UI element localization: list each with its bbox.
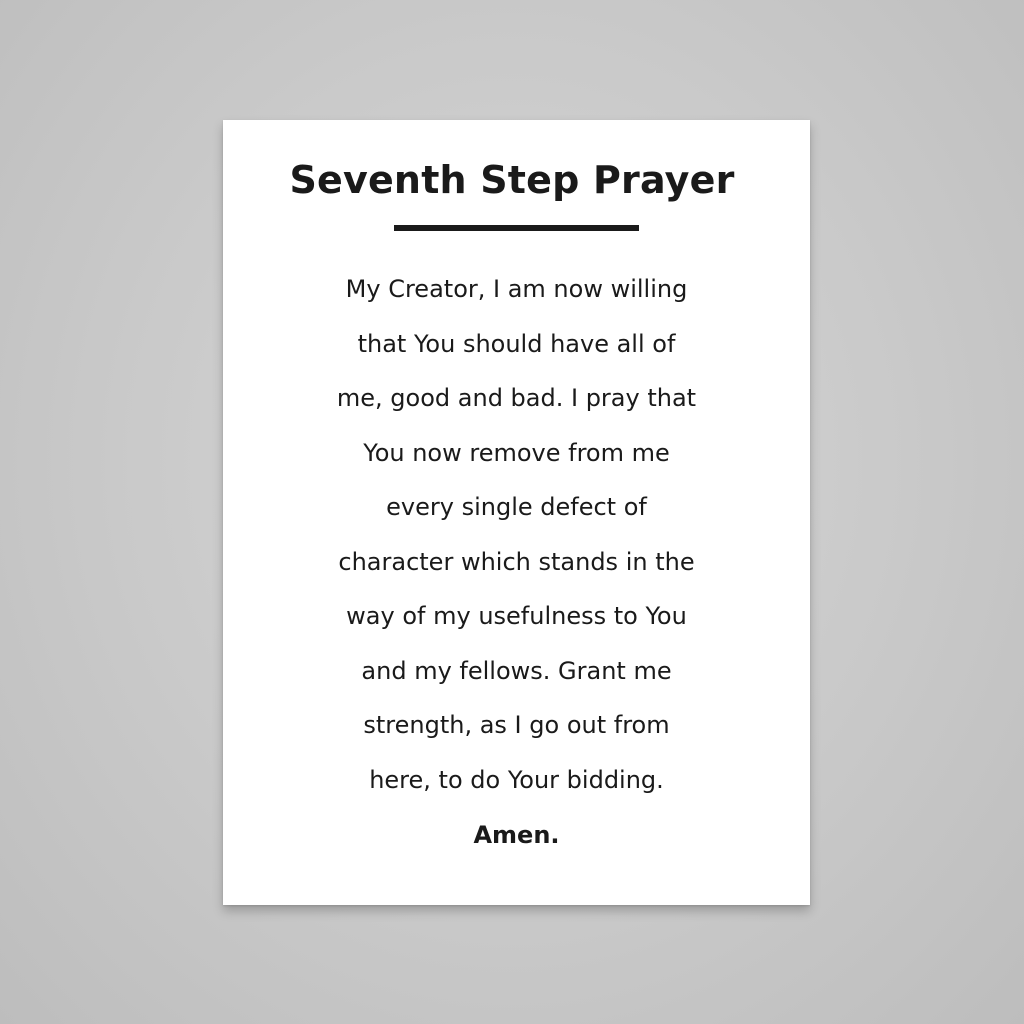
page-title: Seventh Step Prayer — [289, 158, 735, 202]
title-underline — [394, 225, 639, 231]
prayer-line: and my fellows. Grant me — [361, 656, 672, 685]
prayer-text — [223, 262, 810, 807]
prayer-line: character which stands in the — [338, 547, 695, 576]
prayer-line: You now remove from me — [363, 438, 670, 467]
prayer-line: strength, as I go out from — [363, 711, 670, 739]
prayer-line: My Creator, I am now willing — [345, 275, 688, 303]
prayer-line: every single defect of — [386, 493, 647, 521]
prayer-line: me, good and bad. I pray that — [336, 384, 697, 412]
prayer-line: way of my usefulness to You — [346, 602, 687, 630]
prayer-line: here, to do Your bidding. — [369, 765, 664, 794]
prayer-line: that You should have all of — [357, 329, 676, 358]
prayer-closing: Amen. — [473, 821, 560, 849]
